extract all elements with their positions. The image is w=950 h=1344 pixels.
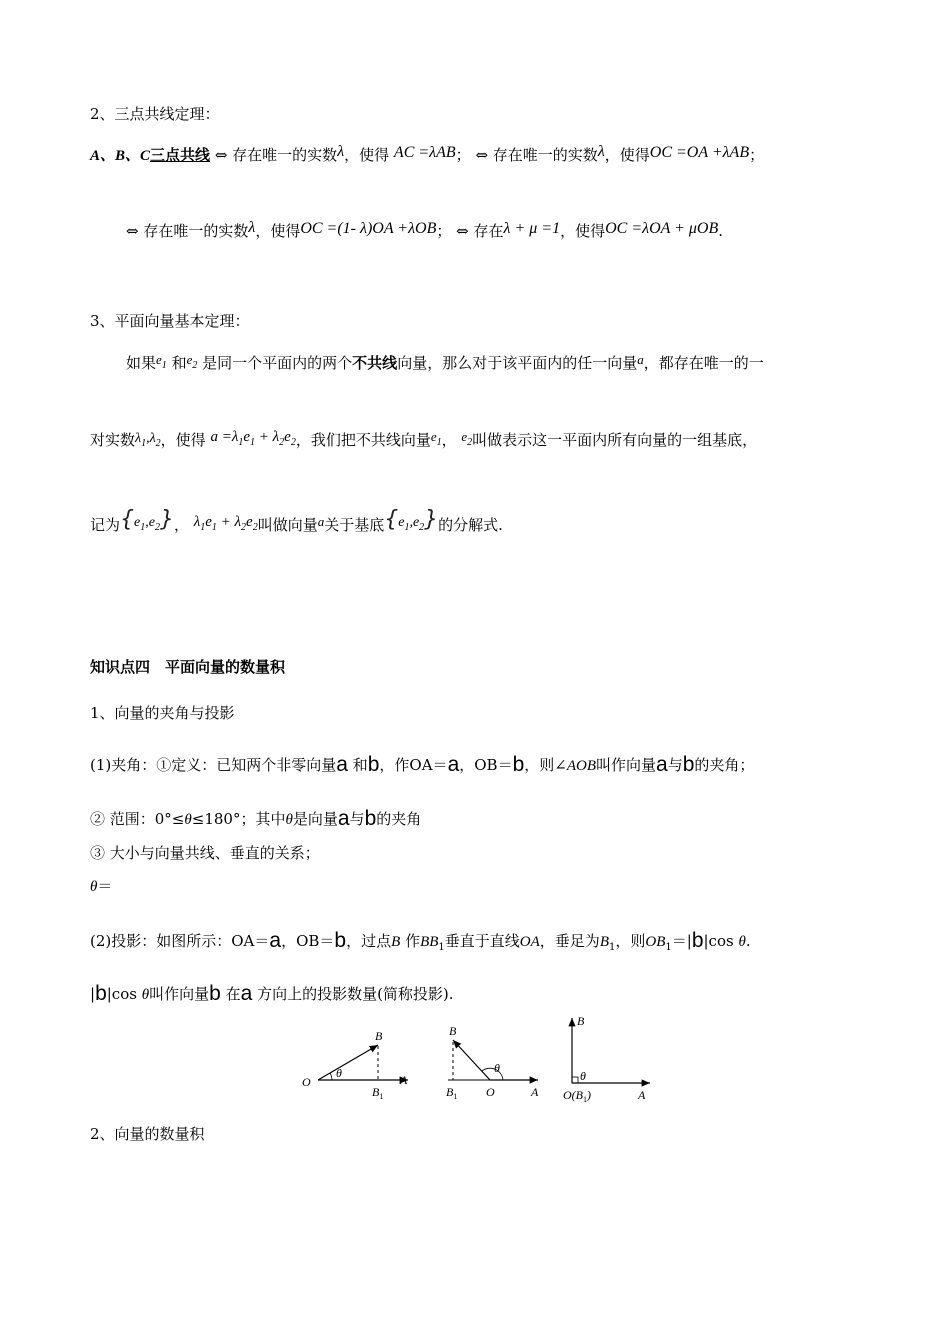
sec3-p3: 记为$\{e_1,e_2\}$， $\lambda_1e_1 + \lambda_2e_2$叫做向量a关于基底$\{e_1,e_2\}$的分解式. xyxy=(90,507,503,534)
p3-b: 叫做向量 xyxy=(257,516,318,534)
decomp-eq: $a =\lambda_1e_1 + \lambda_2e_2$ xyxy=(210,429,296,448)
fig1-theta: θ xyxy=(336,1066,342,1080)
exists2-text: 存在 xyxy=(473,222,504,240)
p2-c: ，我们把不共线向量 xyxy=(295,431,431,449)
exists-text-3: 存在唯一的实数 xyxy=(143,222,249,240)
fig2-label-b: B xyxy=(449,1024,457,1038)
projection-figure xyxy=(0,1010,950,1110)
such-text: ，使得 xyxy=(344,146,390,164)
e1-sym-2: $e_1$ xyxy=(430,429,442,448)
angle-range: ② 范围：0°≤θ≤180°；其中θ是向量a与b的夹角 xyxy=(90,807,422,830)
lambda-sym: λ xyxy=(337,143,345,160)
p2-b: ，使得 xyxy=(160,431,206,449)
e2-sym: $e_2$ xyxy=(186,352,198,371)
fig2-label-o: O xyxy=(486,1085,495,1099)
lambda-sym-2: λ xyxy=(597,143,605,160)
sec4-s1-title: 1、向量的夹角与投影 xyxy=(90,704,235,722)
exists-text: 存在唯一的实数 xyxy=(232,146,338,164)
fig2-theta: θ xyxy=(494,1061,500,1075)
iff-symbol-2: ⇔ xyxy=(475,146,489,164)
eq-oc-oa-lambda-ab: OC =OA +λAB xyxy=(649,144,750,161)
p3-c: 关于基底 xyxy=(324,516,385,534)
sec2-line2 xyxy=(126,218,723,240)
sec2-title: 2、三点共线定理： xyxy=(90,105,220,123)
sep3: ； xyxy=(436,222,452,240)
comma-such: ，使得 xyxy=(560,222,606,240)
p1-a: 如果 xyxy=(126,354,157,372)
eq-oc-lambda-mu: OC =λOA + μOB xyxy=(605,220,719,237)
p1-c: 向量，那么对于该平面内的任一向量 xyxy=(397,354,638,372)
collinear-label: 三点共线 xyxy=(150,146,211,164)
projection-line1: (2)投影：如图所示：OA＝a，OB＝b，过点B 作$BB_1$垂直于直线OA，垂足为$B_1$，则$OB_1=|b|\cos$ θ. xyxy=(90,929,751,953)
figure-acute xyxy=(302,1029,408,1101)
p1-b: 是同一个平面内的两个 xyxy=(202,354,353,372)
fig1-label-b1: $B_1$ xyxy=(372,1085,384,1101)
fig3-theta: θ xyxy=(580,1069,586,1083)
such-text-2: ，使得 xyxy=(604,146,650,164)
p1-d: ，都存在唯一的一 xyxy=(643,354,764,372)
not-collinear: 不共线 xyxy=(352,354,398,372)
eq-lambda-mu: λ + μ =1 xyxy=(503,220,561,237)
figure-right xyxy=(563,1014,650,1104)
eq-oc-1-lambda: OC =(1- λ)OA +λOB xyxy=(300,220,437,237)
fig1-label-b: B xyxy=(375,1029,383,1043)
sec3-title: 3、平面向量基本定理： xyxy=(90,312,250,330)
sec2-line1 xyxy=(90,142,764,165)
fig2-label-b1: $B_1$ xyxy=(446,1085,458,1101)
e2-sym-2: $e_2$ xyxy=(461,429,473,448)
fig3-label-b: B xyxy=(577,1014,585,1028)
points-abc: A、B、C xyxy=(90,148,151,164)
and-text: 和 xyxy=(171,354,187,372)
a-sym-2: a xyxy=(317,514,325,529)
vec-a: a xyxy=(336,753,348,776)
e1-sym: $e_1$ xyxy=(156,352,167,371)
basis-set: $\{e_1,e_2\}$ xyxy=(120,507,174,533)
fig2-label-a: A xyxy=(531,1085,539,1099)
p2-a: 对实数 xyxy=(90,431,136,449)
sep1: ； xyxy=(455,146,471,164)
fig3-label-o: $O(B_1)$ xyxy=(563,1088,591,1104)
iff-symbol-4: ⇔ xyxy=(456,222,469,240)
sec3-p1 xyxy=(126,352,764,372)
figure-obtuse xyxy=(446,1024,539,1101)
iff-symbol: ⇔ xyxy=(214,146,228,164)
theta-equals: θ＝ xyxy=(90,877,113,895)
p2-d: 叫做表示这一平面内所有向量的一组基底， xyxy=(472,431,758,449)
sec3-p2: 对实数$\lambda_1,\lambda_2$，使得 $a =\lambda_1e_1 + \lambda_2e_2$，我们把不共线向量$e_1$， $e_2$叫做表示这一平面内所有向量的一组基底， xyxy=(90,429,758,449)
exists-text-2: 存在唯一的实数 xyxy=(492,146,598,164)
sep2: ； xyxy=(749,146,765,164)
eq-ac-lambda-ab: AC =λAB xyxy=(393,144,456,161)
vec-b: b xyxy=(367,753,380,776)
a-sym: a xyxy=(637,352,644,367)
angle-definition: (1)夹角：①定义：已知两个非零向量a 和b，作OA＝a，OB＝b，则∠AOB叫作向量a与b的夹角； xyxy=(90,753,755,776)
lambda12: $\lambda_1,\lambda_2$ xyxy=(135,431,161,449)
projection-line2: |b|cos θ叫作向量b 在a 方向上的投影数量(简称投影). xyxy=(90,982,454,1005)
fig3-label-a: A xyxy=(638,1088,646,1102)
basis-set-2: $\{e_1,e_2\}$ xyxy=(384,507,439,533)
combo-expr: $\lambda_1e_1 + \lambda_2e_2$ xyxy=(193,514,258,533)
angle-relation: ③ 大小与向量共线、垂直的关系； xyxy=(90,844,320,862)
lambda-sym-3: λ xyxy=(248,219,256,236)
fig1-label-a: A xyxy=(400,1073,408,1087)
such-text-3: ，使得 xyxy=(255,222,301,240)
p3-d: 的分解式. xyxy=(438,516,503,534)
section-heading-dot-product: 知识点四 平面向量的数量积 xyxy=(90,658,286,676)
iff-symbol-3: ⇔ xyxy=(126,222,139,240)
sec4-s2-title: 2、向量的数量积 xyxy=(90,1125,205,1143)
period: . xyxy=(718,222,724,240)
p3-a: 记为 xyxy=(90,516,121,534)
fig1-label-o: O xyxy=(302,1075,311,1089)
